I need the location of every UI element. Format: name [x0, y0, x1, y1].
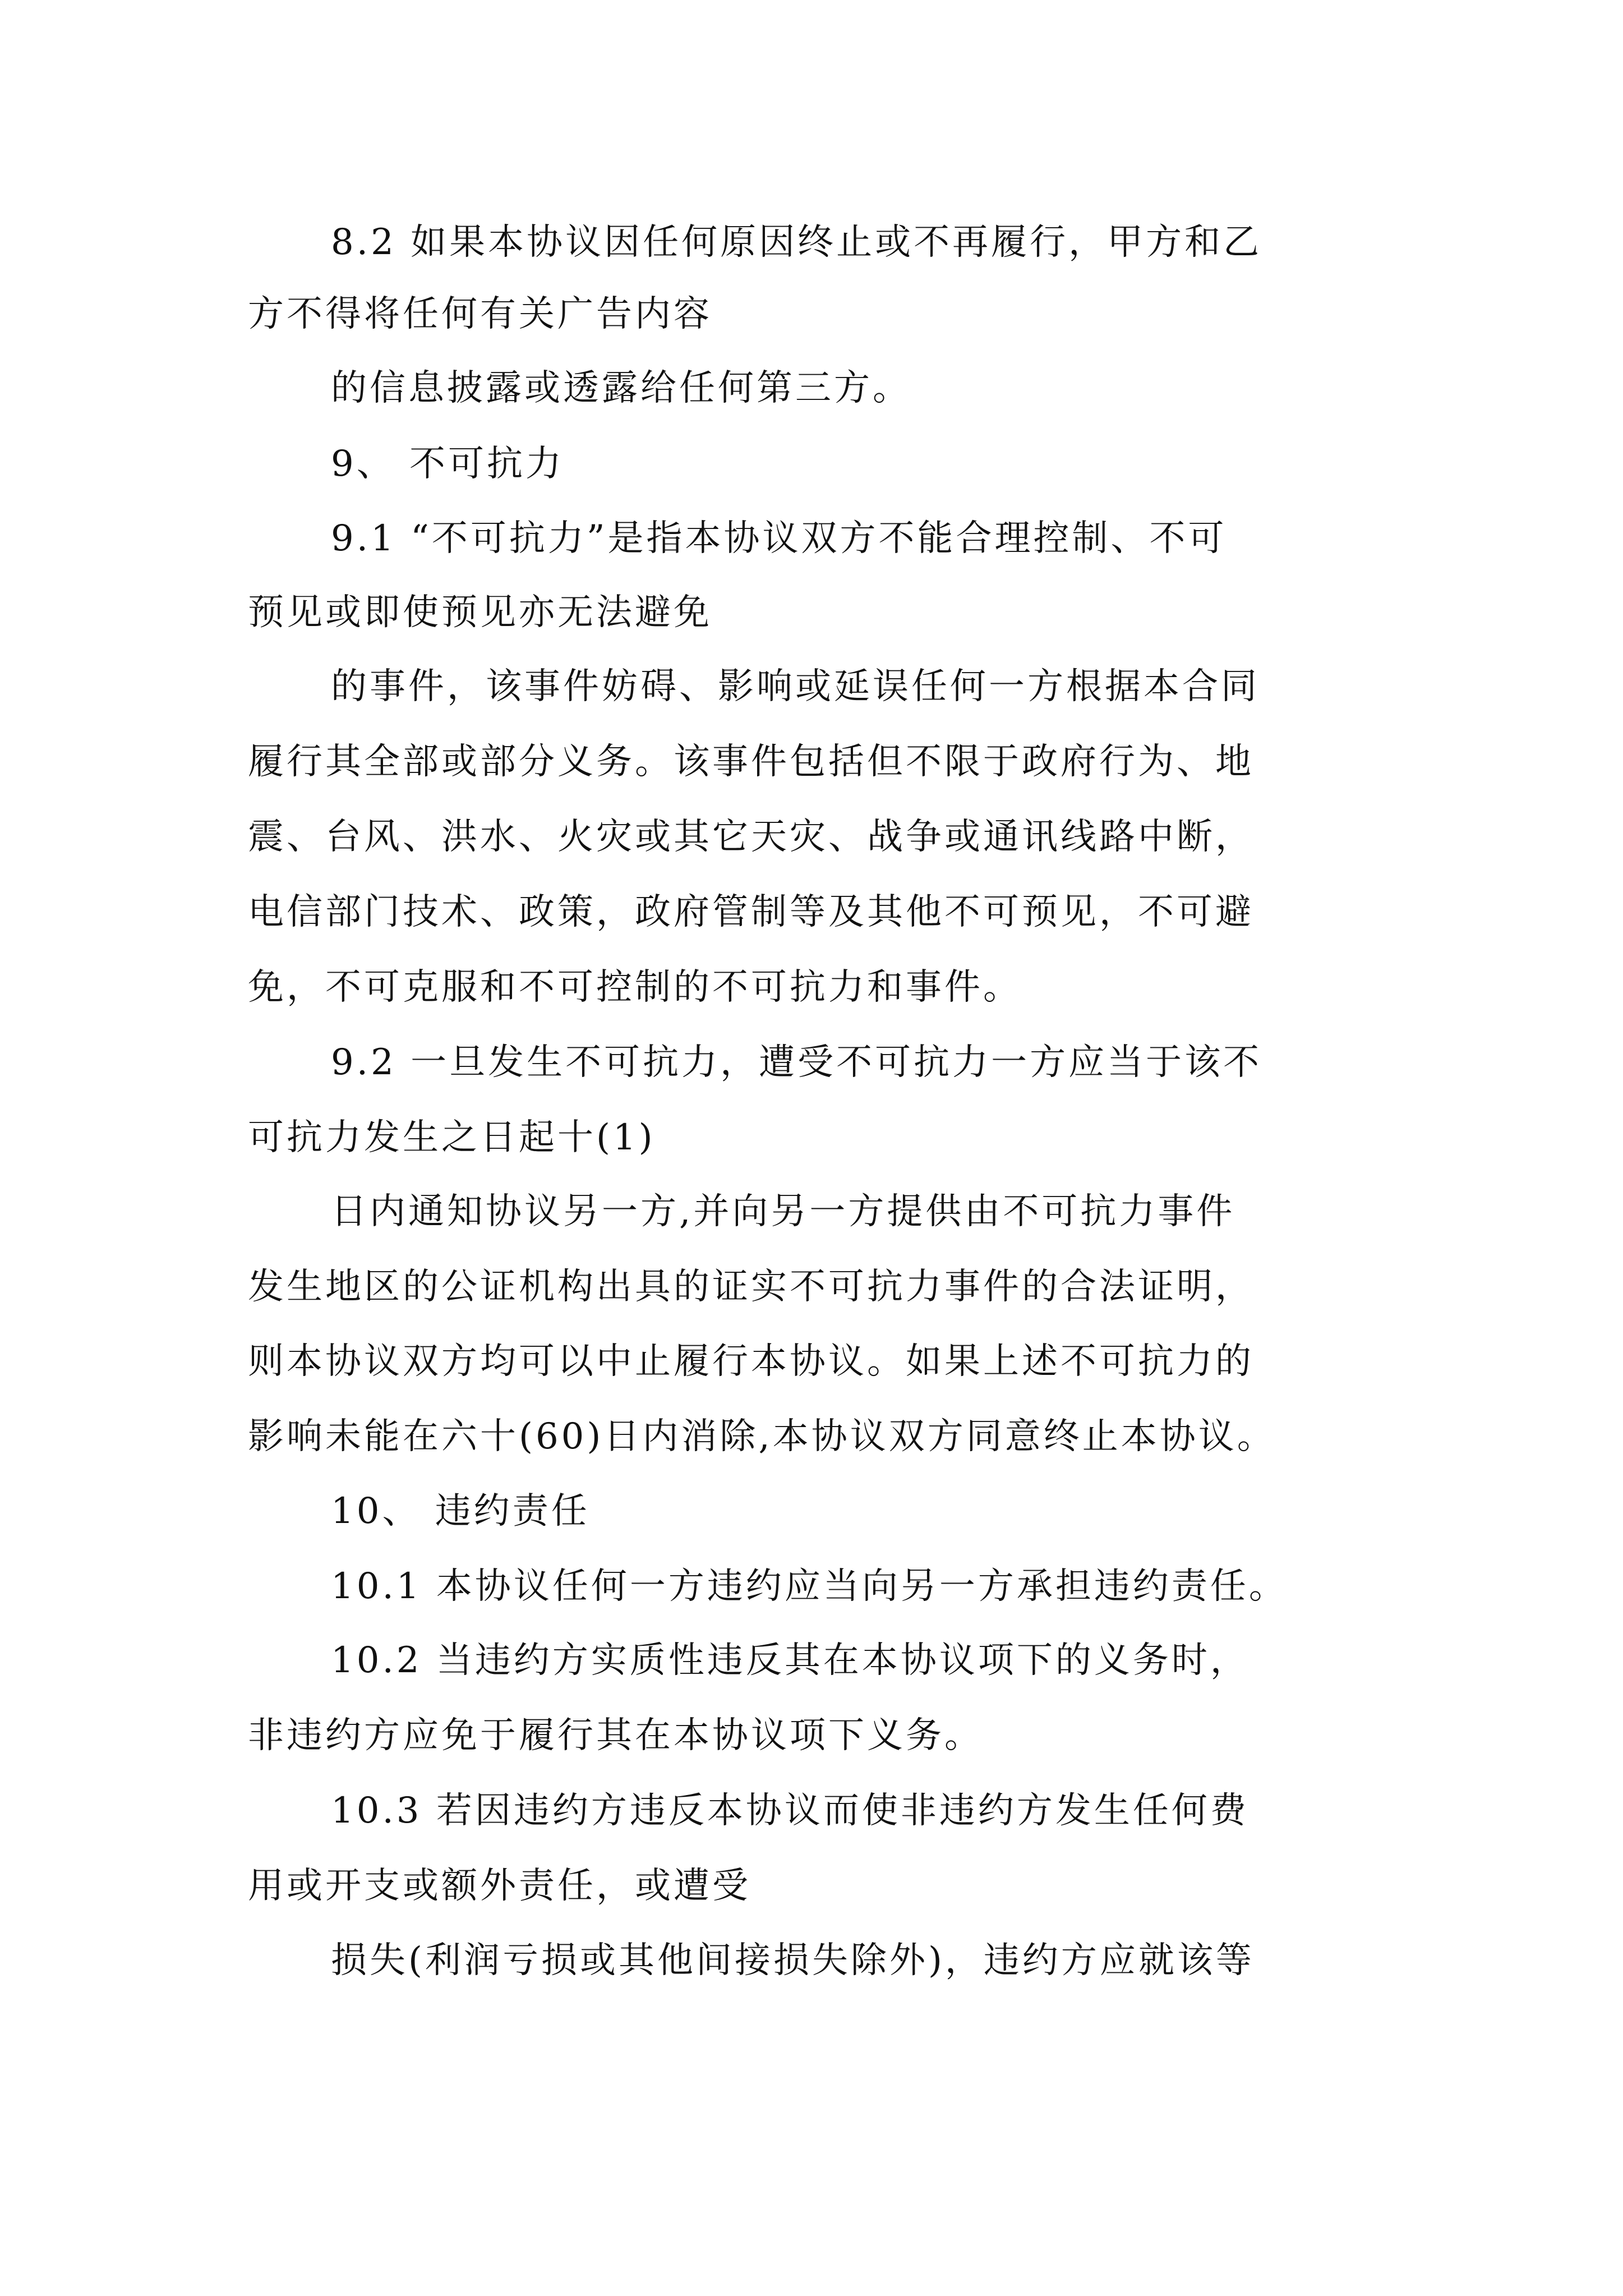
- clause-9-1-line-1: 9.1 “不可抗力”是指本协议双方不能合理控制、不可: [331, 518, 1227, 559]
- clause-10-3-line-1: 10.3 若因违约方违反本协议而使非违约方发生任何费: [331, 1790, 1249, 1832]
- clause-10-3-line-3: 损失(利润亏损或其他间接损失除外)，违约方应就该等: [331, 1940, 1255, 1981]
- clause-10-3-line-2: 用或开支或额外责任，或遭受: [248, 1865, 751, 1907]
- clause-8-2-line-3: 的信息披露或透露给任何第三方。: [331, 367, 911, 409]
- clause-10-1-line-1: 10.1 本协议任何一方违约应当向另一方承担违约责任。: [331, 1566, 1288, 1607]
- clause-9-2-line-1: 9.2 一旦发生不可抗力，遭受不可抗力一方应当于该不: [331, 1042, 1262, 1083]
- clause-9-1-line-4: 履行其全部或部分义务。该事件包括但不限于政府行为、地: [248, 741, 1254, 783]
- clause-9-2-line-4: 发生地区的公证机构出具的证实不可抗力事件的合法证明，: [248, 1266, 1254, 1308]
- clause-10-2-line-2: 非违约方应免于履行其在本协议项下义务。: [248, 1715, 983, 1756]
- clause-8-2-line-2: 方不得将任何有关广告内容: [248, 293, 712, 335]
- clause-9-1-line-3: 的事件，该事件妨碍、影响或延误任何一方根据本合同: [331, 666, 1260, 707]
- clause-9-2-line-5: 则本协议双方均可以中止履行本协议。如果上述不可抗力的: [248, 1341, 1254, 1382]
- section-9-heading: 9、 不可抗力: [331, 443, 565, 485]
- clause-9-1-line-7: 免，不可克服和不可控制的不可抗力和事件。: [248, 967, 1022, 1008]
- clause-8-2-line-1: 8.2 如果本协议因任何原因终止或不再履行，甲方和乙: [331, 222, 1262, 263]
- clause-9-2-line-3: 日内通知协议另一方,并向另一方提供由不可抗力事件: [331, 1191, 1235, 1232]
- clause-10-2-line-1: 10.2 当违约方实质性违反其在本协议项下的义务时，: [331, 1640, 1249, 1681]
- clause-9-2-line-2: 可抗力发生之日起十(1): [248, 1117, 656, 1158]
- clause-9-1-line-6: 电信部门技术、政策，政府管制等及其他不可预见，不可避: [248, 891, 1254, 933]
- clause-9-1-line-5: 震、台风、洪水、火灾或其它天灾、战争或通讯线路中断，: [248, 816, 1254, 858]
- clause-9-1-line-2: 预见或即使预见亦无法避免: [248, 592, 712, 633]
- clause-9-2-line-6: 影响未能在六十(60)日内消除,本协议双方同意终止本协议。: [248, 1416, 1276, 1457]
- section-10-heading: 10、 违约责任: [331, 1490, 590, 1532]
